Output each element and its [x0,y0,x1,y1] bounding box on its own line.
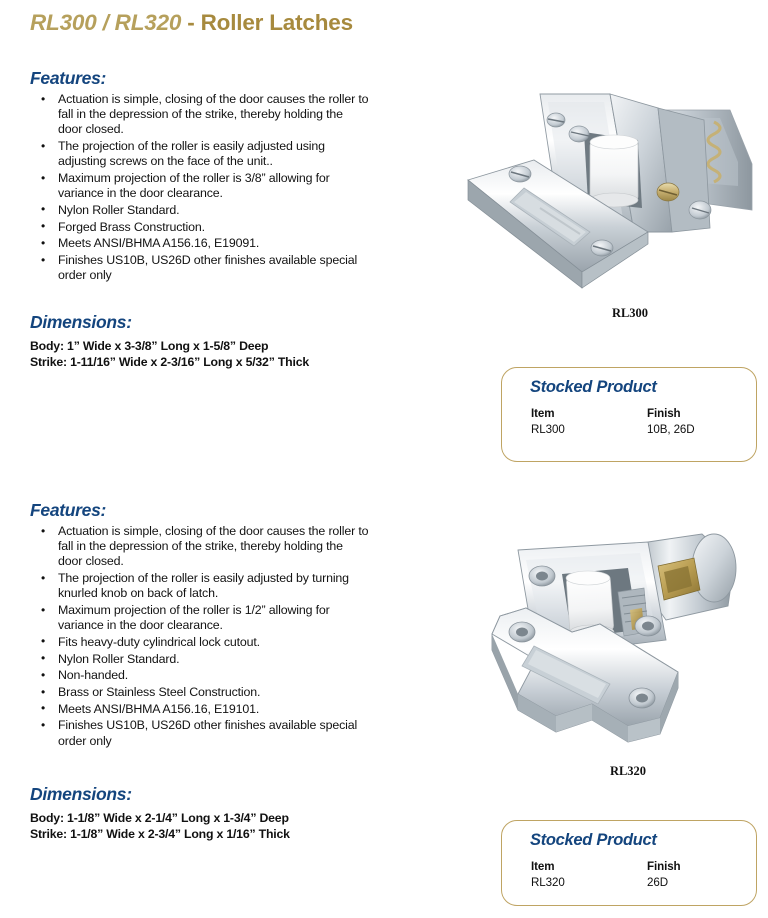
page-title [30,10,353,36]
feature-text: Finishes US10B, US26D other finishes available special order only [58,718,358,748]
feature-text: Finishes US10B, US26D other finishes available special order only [58,253,358,283]
cell-finish: 10B, 26D [647,422,695,436]
feature-text: Fits heavy-duty cylindrical lock cutout. [58,634,260,649]
stocked-product-table [531,406,746,437]
table-row [531,422,746,438]
list-item [30,92,370,138]
list-item [30,139,370,169]
list-item [30,635,370,650]
dimensions-heading-rl300: Dimensions: [30,312,132,332]
list-item [30,652,370,667]
list-item [30,668,370,683]
cell-finish: 26D [647,875,668,889]
bullet-icon: • [41,602,46,617]
bullet-icon: • [41,701,46,716]
table-row [531,875,746,891]
feature-text: Meets ANSI/BHMA A156.16, E19101. [58,701,260,716]
bullet-icon: • [41,235,46,250]
bullet-icon: • [41,523,46,538]
features-heading-rl320: Features: [30,500,107,520]
feature-text: Meets ANSI/BHMA A156.16, E19091. [58,236,260,251]
list-item [30,718,370,748]
dimensions-list-rl320 [30,810,390,842]
features-heading-rl300: Features: [30,68,107,88]
column-header-finish: Finish [647,860,681,873]
page-title-rest: - Roller Latches [181,10,353,35]
bullet-icon: • [41,570,46,585]
roller-latch-rl300-photo [462,82,762,294]
table-header-row [531,406,746,422]
bullet-icon: • [41,202,46,217]
stocked-product-table [531,859,746,890]
bullet-icon: • [41,91,46,106]
table-header-row [531,859,746,875]
feature-text: The projection of the roller is easily adjusted using adjusting screws on the face of the unit.. [58,139,325,169]
bullet-icon: • [41,138,46,153]
list-item [30,236,370,251]
cell-item: RL300 [531,422,565,436]
feature-text: Nylon Roller Standard. [58,202,180,217]
bullet-icon: • [41,667,46,682]
dimension-body: Body: 1-1/8” Wide x 2-1/4” Long x 1-3/4” Deep [30,811,289,825]
dimension-strike: Strike: 1-11/16” Wide x 2-3/16” Long x 5/32” Thick [30,355,309,369]
page-title-code: RL300 / RL320 [30,10,182,35]
photo-label-rl300: RL300 [611,306,649,320]
stocked-product-title: Stocked Product [530,831,657,849]
list-item [30,702,370,717]
list-item [30,171,370,201]
dimensions-heading-rl320: Dimensions: [30,784,132,804]
roller-latch-rl320-photo [452,528,764,768]
list-item [30,253,370,283]
feature-text: Actuation is simple, closing of the door causes the roller to fall in the depression of the strike, thereby holding the door closed. [58,92,369,137]
feature-text: Nylon Roller Standard. [58,651,180,666]
bullet-icon: • [41,717,46,732]
list-item [30,571,370,601]
list-item [30,524,370,570]
list-item [30,685,370,700]
features-list-rl320 [30,524,370,750]
bullet-icon: • [41,684,46,699]
list-item [30,203,370,218]
bullet-icon: • [41,219,46,234]
feature-text: Forged Brass Construction. [58,219,205,234]
dimension-strike: Strike: 1-1/8” Wide x 2-3/4” Long x 1/16” Thick [30,827,290,841]
feature-text: The projection of the roller is easily adjusted by turning knurled knob on back of latch. [58,571,349,601]
bullet-icon: • [41,170,46,185]
cell-item: RL320 [531,875,565,889]
feature-text: Non-handed. [58,668,128,683]
column-header-item: Item [531,407,555,420]
dimension-body: Body: 1” Wide x 3-3/8” Long x 1-5/8” Deep [30,339,269,353]
feature-text: Maximum projection of the roller is 1/2” allowing for variance in the door clearance. [58,603,330,633]
feature-text: Brass or Stainless Steel Construction. [58,685,261,700]
feature-text: Maximum projection of the roller is 3/8” allowing for variance in the door clearance. [58,171,330,201]
dimensions-list-rl300 [30,338,390,370]
photo-label-rl320: RL320 [609,764,647,778]
stocked-product-box-rl320 [501,820,757,906]
list-item [30,603,370,633]
stocked-product-box-rl300 [501,367,757,462]
column-header-finish: Finish [647,407,681,420]
feature-text: Actuation is simple, closing of the door causes the roller to fall in the depression of the strike, thereby holding the door closed. [58,524,369,569]
bullet-icon: • [41,252,46,267]
bullet-icon: • [41,651,46,666]
column-header-item: Item [531,860,555,873]
list-item [30,220,370,235]
bullet-icon: • [41,634,46,649]
features-list-rl300 [30,92,370,285]
stocked-product-title: Stocked Product [530,378,657,396]
